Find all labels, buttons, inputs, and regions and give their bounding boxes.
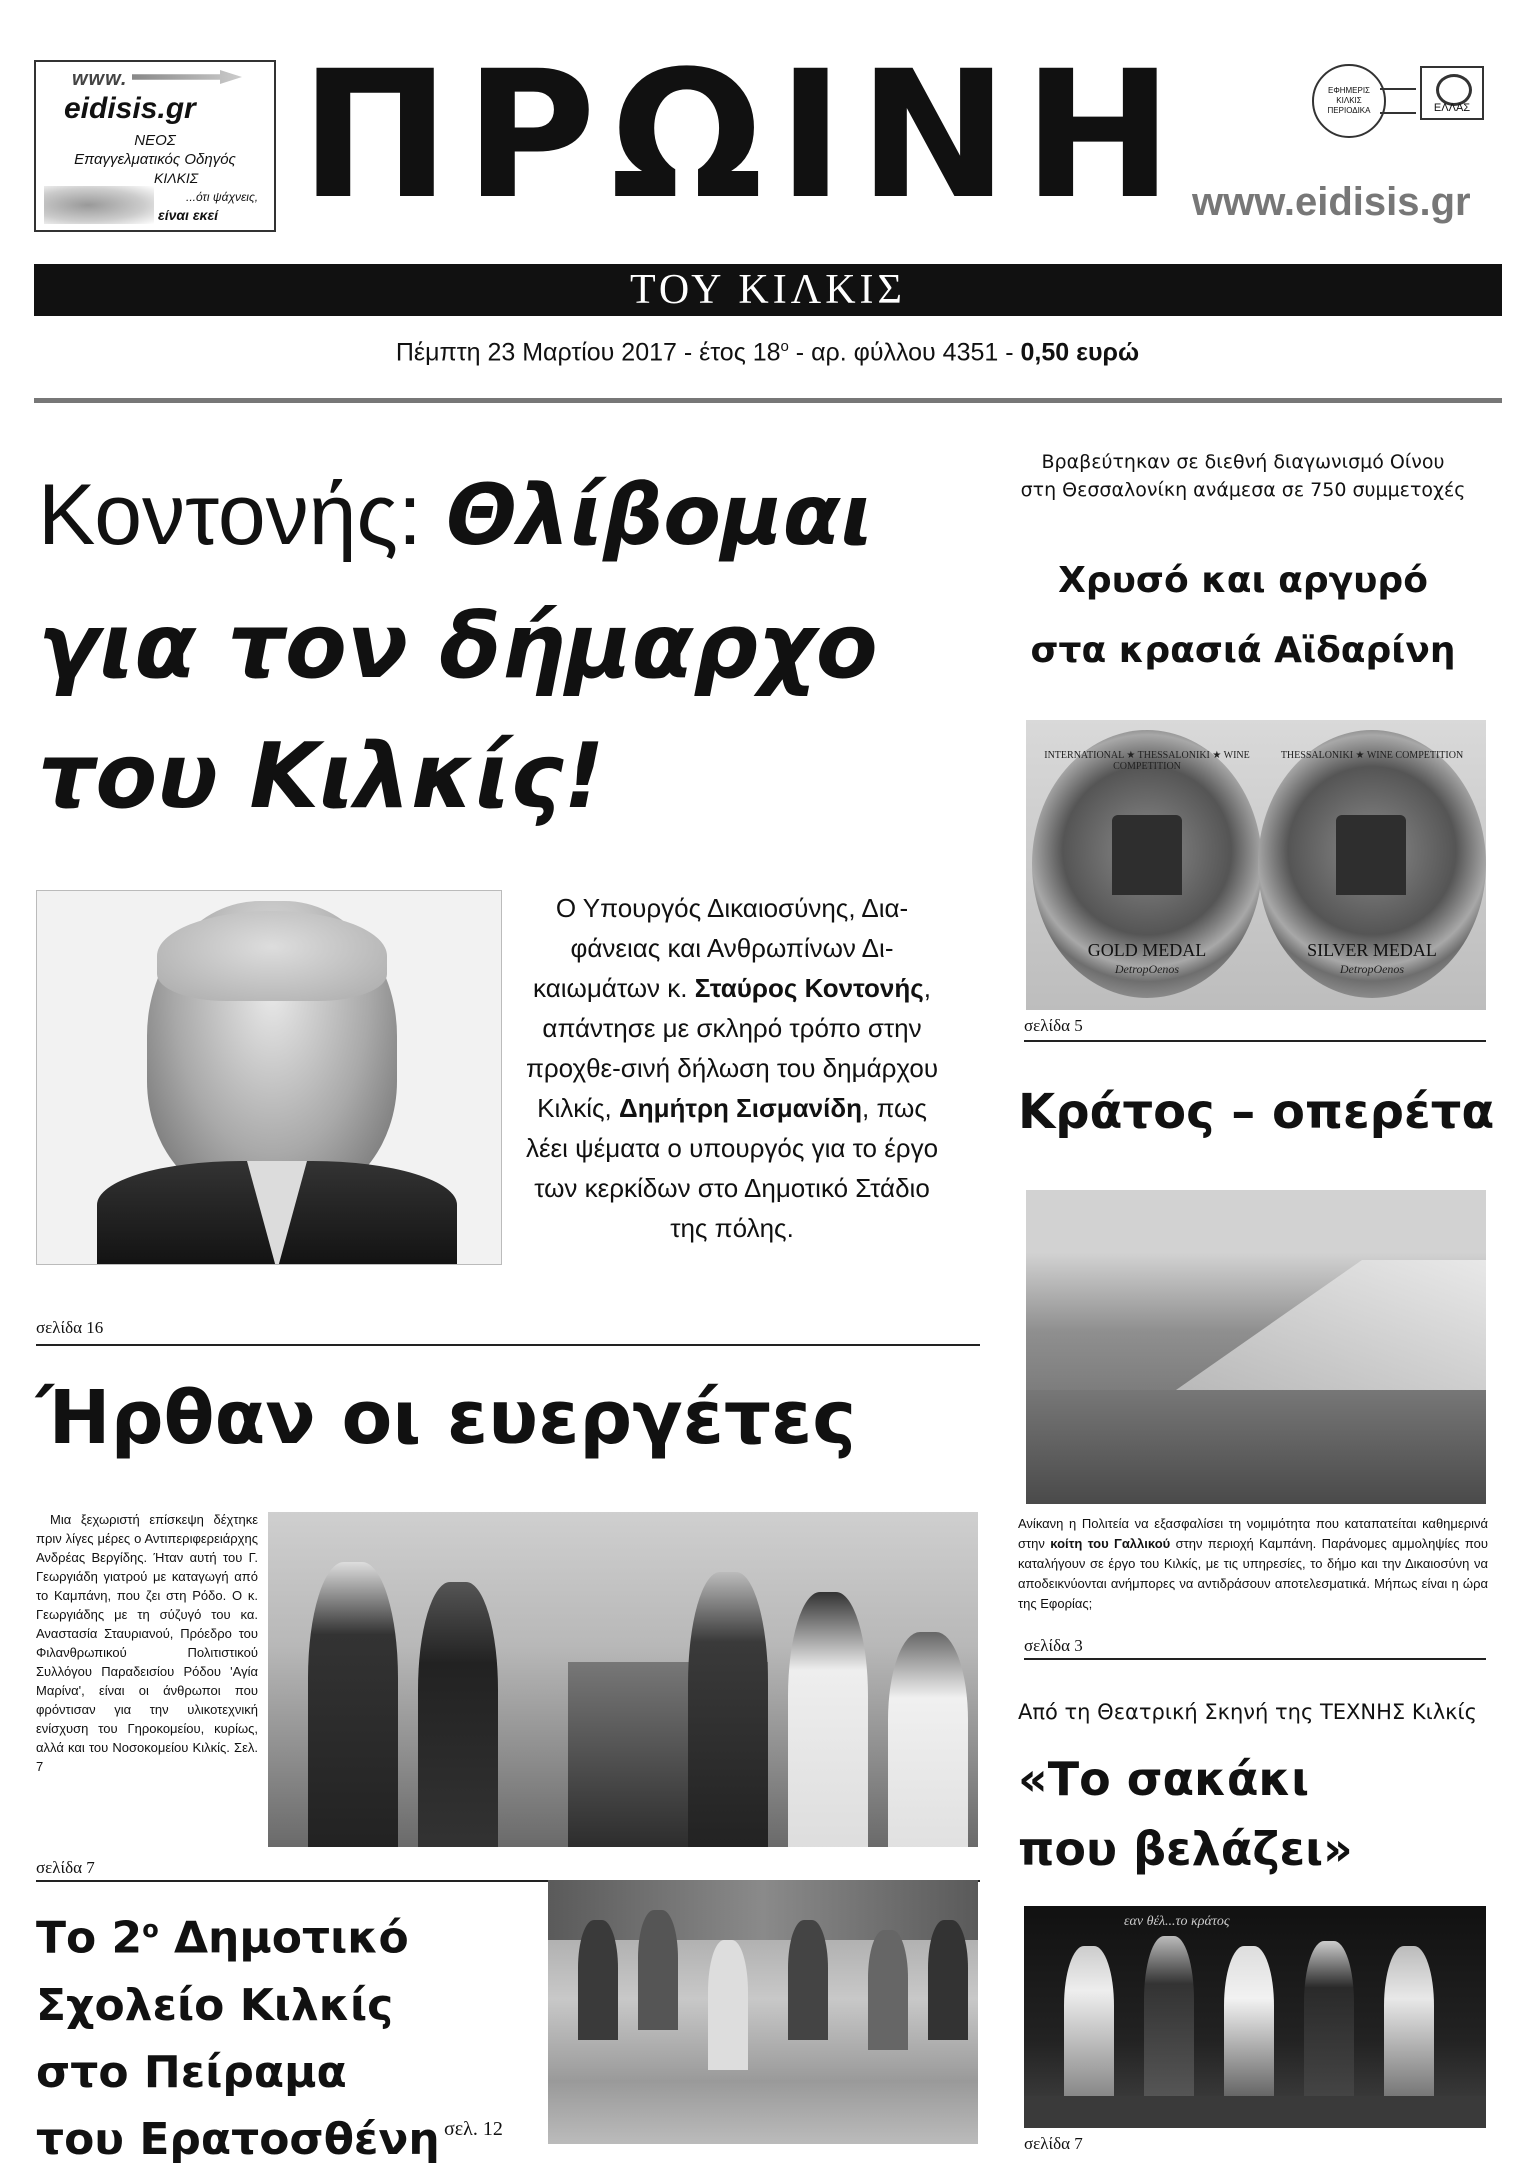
ad-line-1: ΝΕΟΣ xyxy=(134,132,176,149)
theatre-page-ref[interactable]: σελίδα 7 xyxy=(1024,2134,1083,2153)
operetta-photo[interactable] xyxy=(1026,1190,1486,1504)
website-url[interactable]: www.eidisis.gr xyxy=(1192,180,1471,224)
ad-www-logo: www. xyxy=(72,68,128,90)
ad-site-name: eidisis.gr xyxy=(64,92,196,125)
lead-body-text-3: , πως λέει ψέματα ο υπουργός για το έργο των κερκίδων στο Δημοτικό Στάδιο της πόλης. xyxy=(525,1093,939,1243)
wine-headline-line-2: στα κρασιά Αϊδαρίνη xyxy=(1030,630,1456,671)
operetta-headline[interactable]: Κράτος – οπερέτα xyxy=(1018,1084,1495,1140)
wine-headline-line-1: Χρυσό και αργυρό xyxy=(1058,560,1428,601)
theatre-headline-line-1: «Το σακάκι xyxy=(1018,1752,1310,1806)
school-headline-line-2: Σχολείο Κιλκίς xyxy=(36,1979,394,2031)
lead-headline-line-2: για τον δήμαρχο xyxy=(38,594,878,699)
dateline-date: Πέμπτη 23 Μαρτίου 2017 - έτος 18 xyxy=(395,338,781,367)
operetta-divider xyxy=(1024,1658,1486,1660)
lead-headline-line-3: του Κιλκίς! xyxy=(38,724,605,829)
lead-body-text-2: , απάντησε με σκληρό τρόπο στην προχθε-σινή δήλωση του δημάρχου Κιλκίς, xyxy=(525,973,939,1123)
theatre-headline-line-2: που βελάζει» xyxy=(1018,1822,1353,1876)
subtitle-text: ΤΟΥ ΚΙΛΚΙΣ xyxy=(630,267,906,313)
stamp-horn-icon xyxy=(1420,66,1484,120)
silver-medal-label: SILVER MEDAL xyxy=(1307,940,1437,960)
stamp-label: ΕΦΗΜΕΡΙΣ ΚΙΛΚΙΣ ΠΕΡΙΟΔΙΚΑ xyxy=(1327,86,1371,115)
gold-medal-label: GOLD MEDAL xyxy=(1087,940,1207,960)
silver-medal-image xyxy=(1258,730,1486,998)
gold-medal-ring-text: INTERNATIONAL ★ THESSALONIKI ★ WINE COMPETITION xyxy=(1044,750,1250,772)
operetta-page-ref[interactable]: σελίδα 3 xyxy=(1024,1636,1083,1655)
lead-body-name-1[interactable]: Σταύρος Κοντονής xyxy=(694,973,924,1003)
operetta-body-bold: κοίτη του Γαλλικού xyxy=(1050,1536,1171,1551)
ad-arrow-icon xyxy=(132,70,242,84)
benefactors-photo[interactable] xyxy=(268,1512,978,1847)
benefactors-headline[interactable]: Ήρθαν οι ευεργέτες xyxy=(36,1375,857,1461)
postmark-lines-icon xyxy=(1380,88,1416,114)
operetta-body-text-1: Ανίκανη η Πολιτεία να εξασφαλίσει τη νομιμότητα που καταπατείται καθημερινά στην xyxy=(1018,1516,1488,1551)
school-photo[interactable] xyxy=(548,1880,978,2144)
school-headline-line-4: του Ερατοσθένη xyxy=(36,2113,440,2165)
lead-portrait-photo[interactable] xyxy=(36,890,502,1265)
theatre-kicker: Από τη Θεατρική Σκηνή της ΤΕΧΝΗΣ Κιλκίς xyxy=(1018,1700,1477,1724)
lead-body-name-2[interactable]: Δημήτρη Σισμανίδη xyxy=(619,1093,862,1123)
school-headline-line-3: στο Πείραμα xyxy=(36,2046,347,2098)
dateline-price: 0,50 ευρώ xyxy=(1020,338,1140,367)
lead-headline-plain: Κοντονής: xyxy=(38,467,446,563)
lead-headline-line-1 xyxy=(38,455,978,575)
stamp-country: ΕΛΛΑΣ xyxy=(1433,102,1471,114)
ad-line-3: ΚΙΛΚΙΣ xyxy=(154,170,199,186)
subtitle-bar xyxy=(34,264,1502,316)
ad-slogan-1: ...ότι ψάχνεις, xyxy=(186,190,259,204)
lead-page-ref[interactable]: σελίδα 16 xyxy=(36,1318,104,1337)
theatre-headline[interactable] xyxy=(1018,1744,1488,1884)
lead-divider xyxy=(36,1344,980,1346)
operetta-body xyxy=(1018,1514,1488,1614)
silver-medal-ring-text: THESSALONIKI ★ WINE COMPETITION xyxy=(1280,750,1464,761)
masthead-divider xyxy=(34,398,1502,403)
lead-headline-emphasis: Θλίβομαι xyxy=(445,466,874,564)
ad-hands-image xyxy=(44,186,154,224)
theatre-photo-banner: εαν θέλ...το κράτος xyxy=(1124,1914,1230,1929)
dateline-sup: ο xyxy=(780,338,789,355)
dateline-issue: - αρ. φύλλου 4351 - xyxy=(788,338,1021,367)
newspaper-title xyxy=(300,36,1230,236)
gold-medal-image xyxy=(1032,730,1262,998)
lead-body xyxy=(516,888,948,1248)
benefactors-page-ref[interactable]: σελίδα 7 xyxy=(36,1858,95,1877)
wine-kicker-line-1: Βραβεύτηκαν σε διεθνή διαγωνισμό Οίνου xyxy=(1041,451,1445,473)
operetta-body-text-2: στην περιοχή Καμπάνη. Παράνομες αμμοληψίες που καταλήγουν σε έργο του Κιλκίς, με τις υπηρεσίες, το δήμο και την Δικαιοσύνη να αποδεικνύονται ανήμπορες να αντιδράσουν αποτελεσματικά. Μήπως είναι η ώρα της Εφορίας; xyxy=(1018,1536,1488,1611)
school-headline-line-1: Το $2^o$ Δημοτικό xyxy=(36,1912,409,1964)
wine-headline[interactable] xyxy=(1000,546,1486,686)
wine-kicker-line-2: στη Θεσσαλονίκη ανάμεσα σε 750 συμμετοχές xyxy=(1020,479,1466,501)
silver-medal-brand: DetropOenos xyxy=(1339,962,1405,976)
wine-divider xyxy=(1024,1040,1486,1042)
wine-page-ref[interactable]: σελίδα 5 xyxy=(1024,1016,1083,1035)
postage-stamp-icon xyxy=(1312,64,1386,138)
lead-body-text-1: Ο Υπουργός Δικαιοσύνης, Δια-φάνειας και Ανθρωπίνων Δι-καιωμάτων κ. xyxy=(533,893,909,1003)
advertisement-box[interactable] xyxy=(34,60,276,232)
newspaper-title-text: ΠΡΩΙΝΗ xyxy=(300,36,1188,236)
benefactors-body: Μια ξεχωριστή επίσκεψη δέχτηκε πριν λίγες μέρες ο Αντιπεριφερειάρχης Ανδρέας Βεργίδης. Ήταν αυτή του Γ. Γεωργιάδη γιατρού με καταγωγή από το Καμπάνη, που ζει στη Ρόδο. Ο κ. Γεωργιάδης με τη σύζυγό του κα. Αναστασία Σταυριανού, Πρόεδρο του Φιλανθρωπικού Πολιτιστικού Συλλόγου Παραδεισίου Ρόδου 'Αγία Μαρίνα', είναι οι άνθρωποι που φρόντισαν για την υλικοτεχνική ενίσχυση του Γηροκομείου, κυρίως, αλλά και του Νοσοκομείου Κιλκίς. Σελ. 7 xyxy=(36,1512,258,1774)
wine-kicker xyxy=(1000,448,1486,504)
wine-medals-photo[interactable] xyxy=(1026,720,1486,1010)
school-page-ref[interactable]: σελ. 12 xyxy=(444,2118,503,2140)
dateline xyxy=(0,338,1535,367)
ad-line-2: Επαγγελματικός Οδηγός xyxy=(74,151,236,168)
ad-slogan-2: είναι εκεί xyxy=(158,207,219,223)
gold-medal-brand: DetropOenos xyxy=(1114,962,1180,976)
lead-headline[interactable] xyxy=(38,455,978,837)
school-headline[interactable] xyxy=(36,1896,456,2173)
theatre-photo[interactable] xyxy=(1024,1906,1486,2128)
